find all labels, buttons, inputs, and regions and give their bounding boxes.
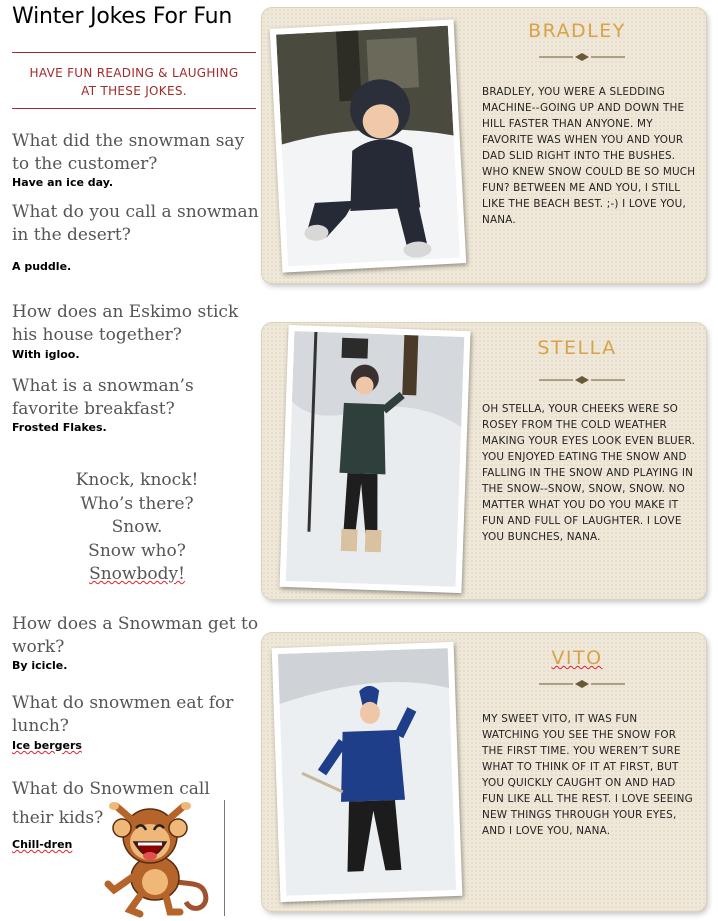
joke-question: How does a Snowman get to work? xyxy=(12,614,259,657)
card-name-text: VITO xyxy=(551,647,603,669)
joke-answer xyxy=(12,838,72,851)
title-rule xyxy=(12,52,256,53)
subtitle-line-1: HAVE FUN READING & LAUGHING xyxy=(29,66,239,80)
knock-line: Who’s there? xyxy=(80,493,194,514)
joke-answer: By icicle. xyxy=(12,659,68,672)
card-text: BRADLEY, YOU WERE A SLEDDING MACHINE--GOING UP AND DOWN THE HILL FASTER THAN ANYONE. MY FAVORITE WAS WHEN YOU AND YOUR DAD SLID RIGHT INTO THE BUSHES. WHO KNEW SNOW COULD BE SO MUCH FUN? BETWEEN ME AND YOU, I STILL LIKE THE BEACH BEST. ;-) I LOVE YOU, NANA. xyxy=(482,86,696,226)
joke-answer: Have an ice day. xyxy=(12,176,114,189)
joke-question: What is a snowman’s favorite breakfast? xyxy=(12,376,194,419)
photo-stella xyxy=(279,325,470,593)
knock-line xyxy=(12,563,262,587)
joke-answer: Frosted Flakes. xyxy=(12,421,107,434)
laughing-monkey-icon xyxy=(100,798,225,918)
joke-question: What do you call a snowman in the desert? xyxy=(12,202,259,245)
joke-question: What did the snowman say to the customer? xyxy=(12,131,245,174)
knock-knock-joke xyxy=(12,469,262,587)
joke-answer-text: Chill-dren xyxy=(12,838,73,851)
subtitle-line-2: AT THESE JOKES. xyxy=(81,84,187,98)
flourish-icon xyxy=(537,679,627,689)
photo-bradley xyxy=(270,19,467,272)
card-vito xyxy=(262,633,706,911)
knock-line: Snow. xyxy=(111,517,163,537)
joke-question: How does an Eskimo stick his house together? xyxy=(12,302,239,345)
flourish-icon xyxy=(537,375,627,385)
card-text-body: OH STELLA, YOUR CHEEKS WERE SO ROSEY FROM THE COLD WEATHER MAKING YOUR EYES LOOK EVEN BLUER. YOU ENJOYED EATING THE SNOW AND FALLING IN THE SNOW AND PLAYING IN THE SNOW--SNOW, SNOW, SNOW. NO MATTER WHAT YOU DO YOU MAKE IT FUN AND FULL OF LAUGHTER. I LOVE YOU BUNCHES, NANA. xyxy=(482,403,696,543)
joke-question: What do snowmen eat for lunch? xyxy=(12,693,234,736)
flourish-icon xyxy=(537,52,627,62)
card-name xyxy=(462,647,692,669)
subtitle xyxy=(12,64,256,100)
girl-standing-in-snow-image xyxy=(286,331,465,587)
knock-punchline: Snowbody! xyxy=(89,564,185,584)
joke-answer: With igloo. xyxy=(12,348,80,361)
joke-answer: A puddle. xyxy=(12,260,72,273)
card-text xyxy=(482,401,697,545)
card-stella xyxy=(262,323,706,599)
card-name: BRADLEY xyxy=(528,20,626,42)
subtitle-rule xyxy=(12,108,256,109)
child-sitting-in-snow-image xyxy=(276,26,460,267)
knock-line: Knock, knock! xyxy=(75,470,199,490)
joke-answer xyxy=(12,739,82,752)
knock-line: Snow who? xyxy=(88,540,186,561)
photo-vito xyxy=(272,642,463,902)
joke-answer-text: Ice bergers xyxy=(12,739,82,752)
boy-waving-in-snow-image xyxy=(278,648,456,896)
card-bradley xyxy=(262,8,706,283)
page-title: Winter Jokes For Fun xyxy=(12,4,233,29)
card-text: MY SWEET VITO, IT WAS FUN WATCHING YOU SEE THE SNOW FOR THE FIRST TIME. YOU WEREN’T SURE WHAT TO THINK OF IT AT FIRST, BUT YOU QUICKLY CAUGHT ON AND HAD FUN LIKE ALL THE REST. I LOVE SEEING NEW THINGS THROUGH YOUR EYES, AND I LOVE YOU, NANA. xyxy=(482,713,693,837)
joke-question: What do Snowmen call their kids? xyxy=(12,779,210,828)
card-name: STELLA xyxy=(537,337,617,359)
